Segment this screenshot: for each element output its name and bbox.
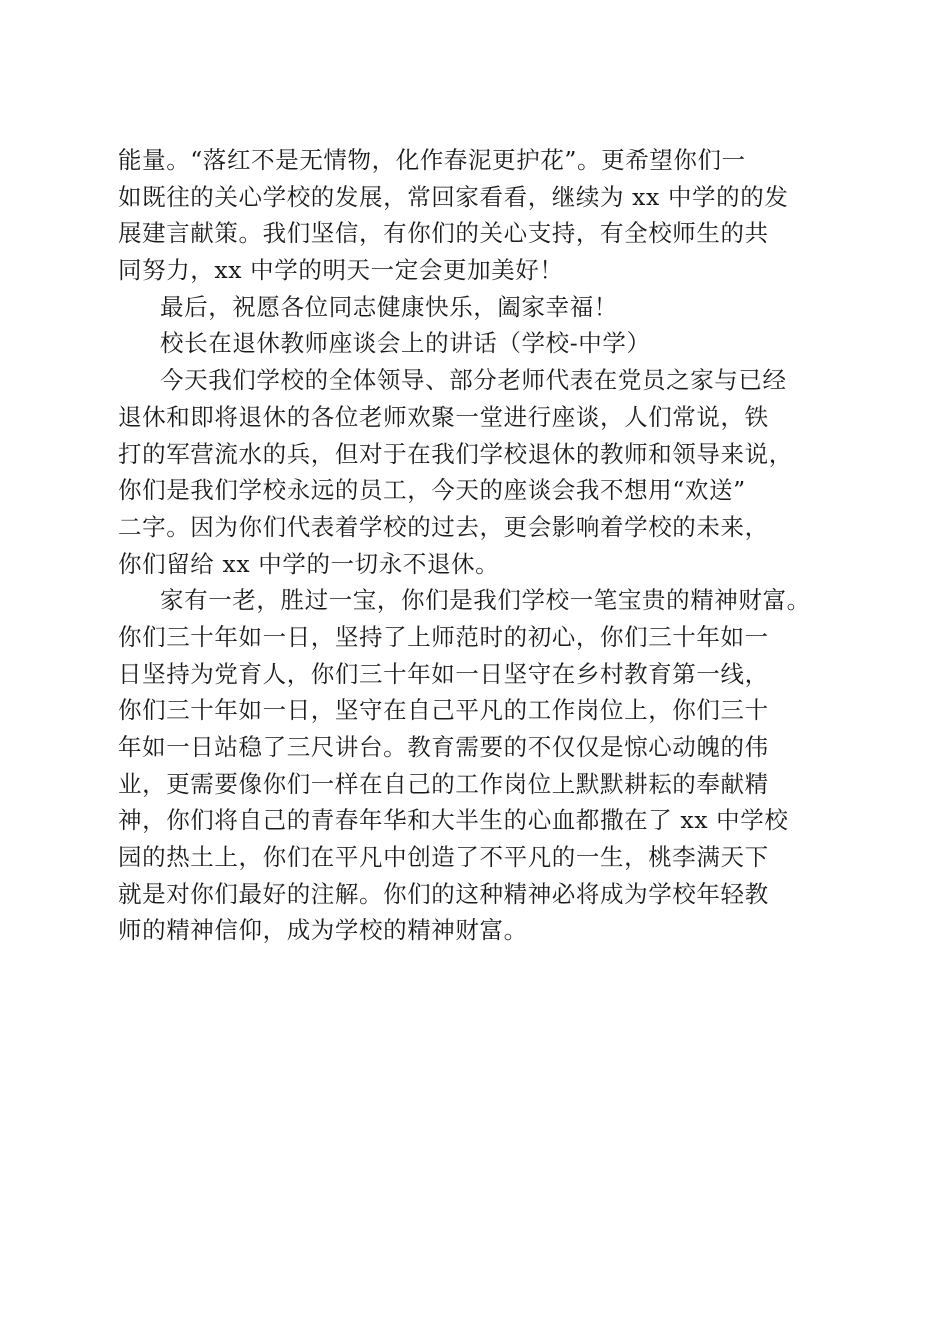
text-line: 园的热土上，你们在平凡中创造了不平凡的一生，桃李满天下 <box>118 843 769 872</box>
text-line: 今天我们学校的全体领导、部分老师代表在党员之家与已经 <box>160 366 787 395</box>
text-line: 神，你们将自己的青春年华和大半生的心血都撒在了 xx 中学校 <box>118 806 789 835</box>
text-line: 展建言献策。我们坚信，有你们的关心支持，有全校师生的共 <box>118 219 769 248</box>
text-line: 打的军营流水的兵，但对于在我们学校退休的教师和领导来说， <box>118 439 793 468</box>
section-title: 校长在退休教师座谈会上的讲话（学校-中学） <box>160 329 651 358</box>
text-line: 你们是我们学校永远的员工，今天的座谈会我不想用“欢送” <box>118 476 746 505</box>
text-line: 业，更需要像你们一样在自己的工作岗位上默默耕耘的奉献精 <box>118 769 769 798</box>
text-line: 家有一老，胜过一宝，你们是我们学校一笔宝贵的精神财富。 <box>160 586 811 615</box>
text-line: 同努力，xx 中学的明天一定会更加美好！ <box>118 256 564 285</box>
text-line: 你们三十年如一日，坚持了上师范时的初心，你们三十年如一 <box>118 622 769 651</box>
closing-line: 最后，祝愿各位同志健康快乐，阖家幸福！ <box>160 292 618 321</box>
text-line: 能量。“落红不是无情物，化作春泥更护花”。更希望你们一 <box>118 146 746 174</box>
text-line: 师的精神信仰，成为学校的精神财富。 <box>118 916 528 945</box>
text-line: 就是对你们最好的注解。你们的这种精神必将成为学校年轻教 <box>118 879 769 908</box>
document-page <box>118 142 842 949</box>
text-line: 年如一日站稳了三尺讲台。教育需要的不仅仅是惊心动魄的伟 <box>118 733 769 761</box>
text-line: 二字。因为你们代表着学校的过去，更会影响着学校的未来， <box>118 512 769 541</box>
text-line: 你们留给 xx 中学的一切永不退休。 <box>118 549 500 578</box>
text-line: 退休和即将退休的各位老师欢聚一堂进行座谈，人们常说，铁 <box>118 402 769 431</box>
text-line: 你们三十年如一日，坚守在自己平凡的工作岗位上，你们三十 <box>118 696 769 725</box>
text-line: 如既往的关心学校的发展，常回家看看，继续为 xx 中学的的发 <box>118 182 789 211</box>
text-line: 日坚持为党育人，你们三十年如一日坚守在乡村教育第一线， <box>118 659 769 688</box>
